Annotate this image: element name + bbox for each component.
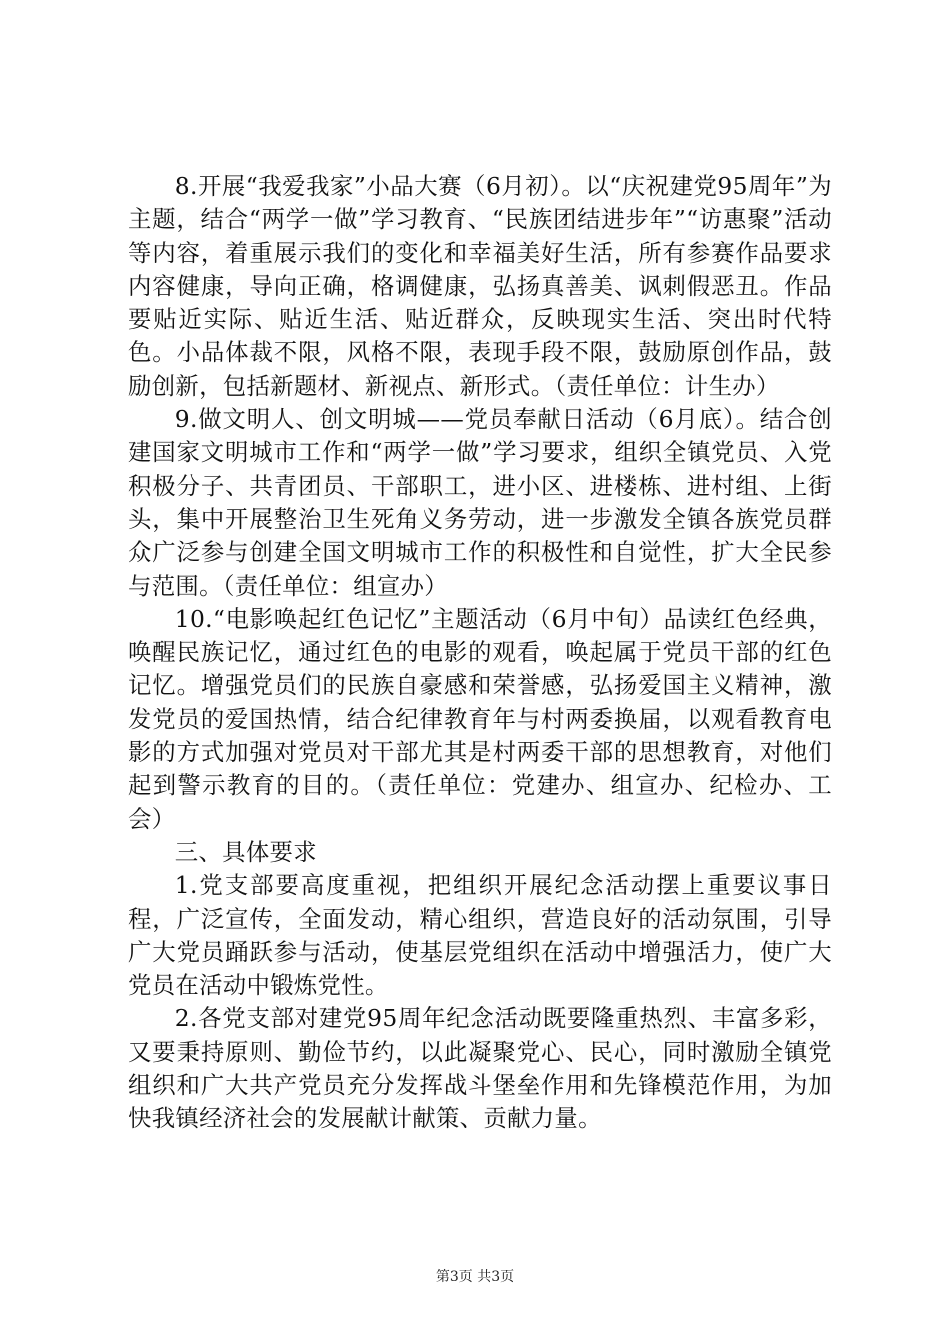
page-footer: 第3页 共3页 [435,1269,515,1285]
paragraph-item-9: 9.做文明人、创文明城——党员奉献日活动（6月底）。结合创建国家文明城市工作和“两学一做”学习要求，组织全镇党员、入党积极分子、共青团员、干部职工，进小区、进楼栋、进村组、上街头，集中开展整治卫生死角义务劳动，进一步激发全镇各族党员群众广泛参与创建全国文明城市工作的积极性和自觉性，扩大全民参与范围。（责任单位：组宣办） [128,405,832,600]
document-body [128,170,832,1136]
section-heading-requirements: 三、具体要求 [174,837,317,866]
paragraph-requirement-2: 2.各党支部对建党95周年纪念活动既要隆重热烈、丰富多彩，又要秉持原则、勤俭节约，以此凝聚党心、民心，同时激励全镇党组织和广大共产党员充分发挥战斗堡垒作用和先锋模范作用，为加快我镇经济社会的发展献计献策、贡献力量。 [128,1004,832,1133]
paragraph-requirement-1: 1.党支部要高度重视，把组织开展纪念活动摆上重要议事日程，广泛宣传，全面发动，精心组织，营造良好的活动氛围，引导广大党员踊跃参与活动，使基层党组织在活动中增强活力，使广大党员在活动中锻炼党性。 [128,871,832,1000]
paragraph-item-8: 8.开展“我爱我家”小品大赛（6月初）。以“庆祝建党95周年”为主题，结合“两学一做”学习教育、“民族团结进步年”“访惠聚”活动等内容，着重展示我们的变化和幸福美好生活，所有参赛作品要求内容健康，导向正确，格调健康，弘扬真善美、讽刺假恶丑。作品要贴近实际、贴近生活、贴近群众，反映现实生活、突出时代特色。小品体裁不限，风格不限，表现手段不限，鼓励原创作品，鼓励创新，包括新题材、新视点、新形式。（责任单位：计生办） [128,172,832,400]
paragraph-item-10: 10.“电影唤起红色记忆”主题活动（6月中旬）品读红色经典，唤醒民族记忆，通过红色的电影的观看，唤起属于党员干部的红色记忆。增强党员们的民族自豪感和荣誉感，弘扬爱国主义精神，激发党员的爱国热情，结合纪律教育年与村两委换届，以观看教育电影的方式加强对党员对干部尤其是村两委干部的思想教育，对他们起到警示教育的目的。（责任单位：党建办、组宣办、纪检办、工会） [128,604,832,833]
